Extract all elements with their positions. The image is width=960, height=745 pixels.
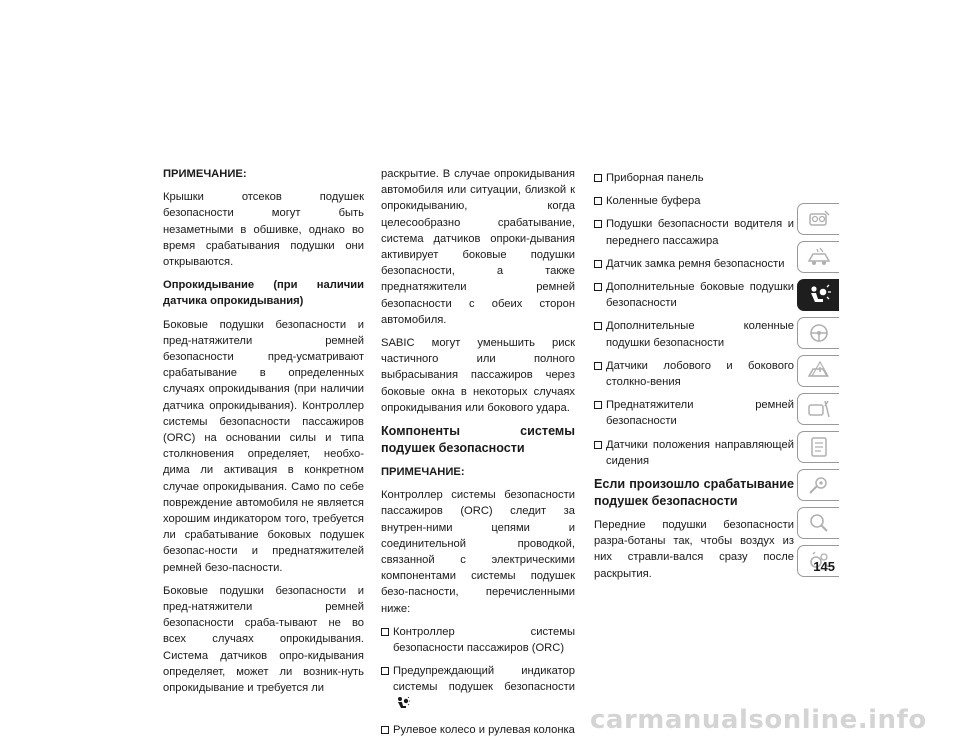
car-service-icon xyxy=(806,398,832,420)
list-item: Преднатяжители ремней безопасности xyxy=(594,397,794,429)
square-bullet-icon xyxy=(594,401,602,409)
list-item: Предупреждающий индикатор системы подушек безопасности xyxy=(381,663,575,713)
paragraph: Боковые подушки безопасности и пред-натяжители ремней безопасности сраба-тывают не во всех случаях опрокидывания. Система датчиков опро-кидывания определяет, может ли возник-нуть опрокидывание и требуется ли xyxy=(163,584,364,695)
square-bullet-icon xyxy=(381,628,389,636)
search-icon xyxy=(806,512,832,534)
tab-airbag-seat[interactable] xyxy=(797,279,839,311)
wrench-gear-icon xyxy=(806,474,832,496)
list-item: Рулевое колесо и рулевая колонка xyxy=(381,722,575,738)
list-item: Дополнительные коленные подушки безопасности xyxy=(594,318,794,350)
note-heading: ПРИМЕЧАНИЕ: xyxy=(381,466,465,479)
car-instruments-icon xyxy=(806,246,832,268)
tab-car-warning[interactable] xyxy=(797,355,839,387)
paragraph: Передние подушки безопасности разра-ботаны так, чтобы воздух из них стравли-вался сразу после раскрытия. xyxy=(594,519,794,580)
checklist-icon xyxy=(806,436,832,458)
square-bullet-icon xyxy=(594,174,602,182)
column-3 xyxy=(594,170,794,589)
tab-checklist[interactable] xyxy=(797,431,839,463)
list-item: Датчик замка ремня безопасности xyxy=(594,256,794,272)
tab-car-dashboard[interactable] xyxy=(797,203,839,235)
list-item: Коленные буфера xyxy=(594,193,794,209)
list-item: Приборная панель xyxy=(594,170,794,186)
section-heading-rollover: Опрокидывание (при наличии датчика опрокидывания) xyxy=(163,279,364,308)
column-2 xyxy=(381,166,575,745)
square-bullet-icon xyxy=(381,667,389,675)
paragraph: Боковые подушки безопасности и пред-натяжители ремней безопасности пред-усматривают срабатывание в определенных случаях опрокидывания (при наличии датчика опрокидывания). Контроллер системы безопасности пассажиров (ORC) на основании силы и типа столкновения определяет, необхо-дима ли активация в конкретном случае опрокидывания. Само по себе повреждение автомобиля не является хорошим индикатором того, требуется ли срабатывание боковых подушек безопас-ности и преднатяжителей ремней безо-пасности. xyxy=(163,318,364,574)
airbag-seat-icon xyxy=(806,284,832,306)
paragraph: SABIC могут уменьшить риск частичного или полного выбрасывания пассажиров через боковые окна в некоторых случаях опрокидывания или бокового удара. xyxy=(381,337,575,414)
list-item: Датчики положения направляющей сидения xyxy=(594,437,794,469)
airbag-warning-icon xyxy=(396,696,410,710)
square-bullet-icon xyxy=(594,362,602,370)
watermark: carmanualsonline.info xyxy=(590,705,927,735)
chapter-tabs xyxy=(797,203,841,583)
note-text: Крышки отсеков подушек безопасности могут быть незаметными в обшивке, однако во время срабатывания подушки они открываются. xyxy=(163,191,364,269)
tab-car-instruments[interactable] xyxy=(797,241,839,273)
list-item: Датчики лобового и бокового столкно-вения xyxy=(594,358,794,390)
steering-wheel-icon xyxy=(806,322,832,344)
car-warning-icon xyxy=(806,360,832,382)
list-item: Дополнительные боковые подушки безопасности xyxy=(594,279,794,311)
square-bullet-icon xyxy=(594,260,602,268)
section-heading-deployment: Если произошло срабатывание подушек безопасности xyxy=(594,477,794,509)
square-bullet-icon xyxy=(594,197,602,205)
tab-car-service[interactable] xyxy=(797,393,839,425)
tab-wrench-gear[interactable] xyxy=(797,469,839,501)
note-text: Контроллер системы безопасности пассажиров (ORC) следит за внутрен-ними цепями и соединительной проводкой, связанной с электрическими компонентами системы подушек безо-пасности, перечисленными ниже: xyxy=(381,489,575,615)
tab-steering-wheel[interactable] xyxy=(797,317,839,349)
paragraph: раскрытие. В случае опрокидывания автомобиля или ситуации, близкой к опрокидыванию, когда целесообразно срабатывание, система датчиков опроки-дывания активирует боковые подушки безопасности, а также преднатяжители ремней безопасности с обеих сторон автомобиля. xyxy=(381,168,575,326)
component-list-continued xyxy=(594,170,794,469)
square-bullet-icon xyxy=(594,441,602,449)
list-item: Контроллер системы безопасности пассажиров (ORC) xyxy=(381,624,575,656)
note-heading: ПРИМЕЧАНИЕ: xyxy=(163,168,247,180)
square-bullet-icon xyxy=(594,322,602,330)
square-bullet-icon xyxy=(594,283,602,291)
section-heading-components: Компоненты системы подушек безопасности xyxy=(381,424,575,456)
car-dashboard-icon xyxy=(806,208,832,230)
square-bullet-icon xyxy=(594,220,602,228)
page-number: 145 xyxy=(813,559,835,574)
component-list xyxy=(381,624,575,738)
tab-search[interactable] xyxy=(797,507,839,539)
column-1 xyxy=(163,166,364,696)
square-bullet-icon xyxy=(381,726,389,734)
list-item: Подушки безопасности водителя и переднего пассажира xyxy=(594,216,794,248)
